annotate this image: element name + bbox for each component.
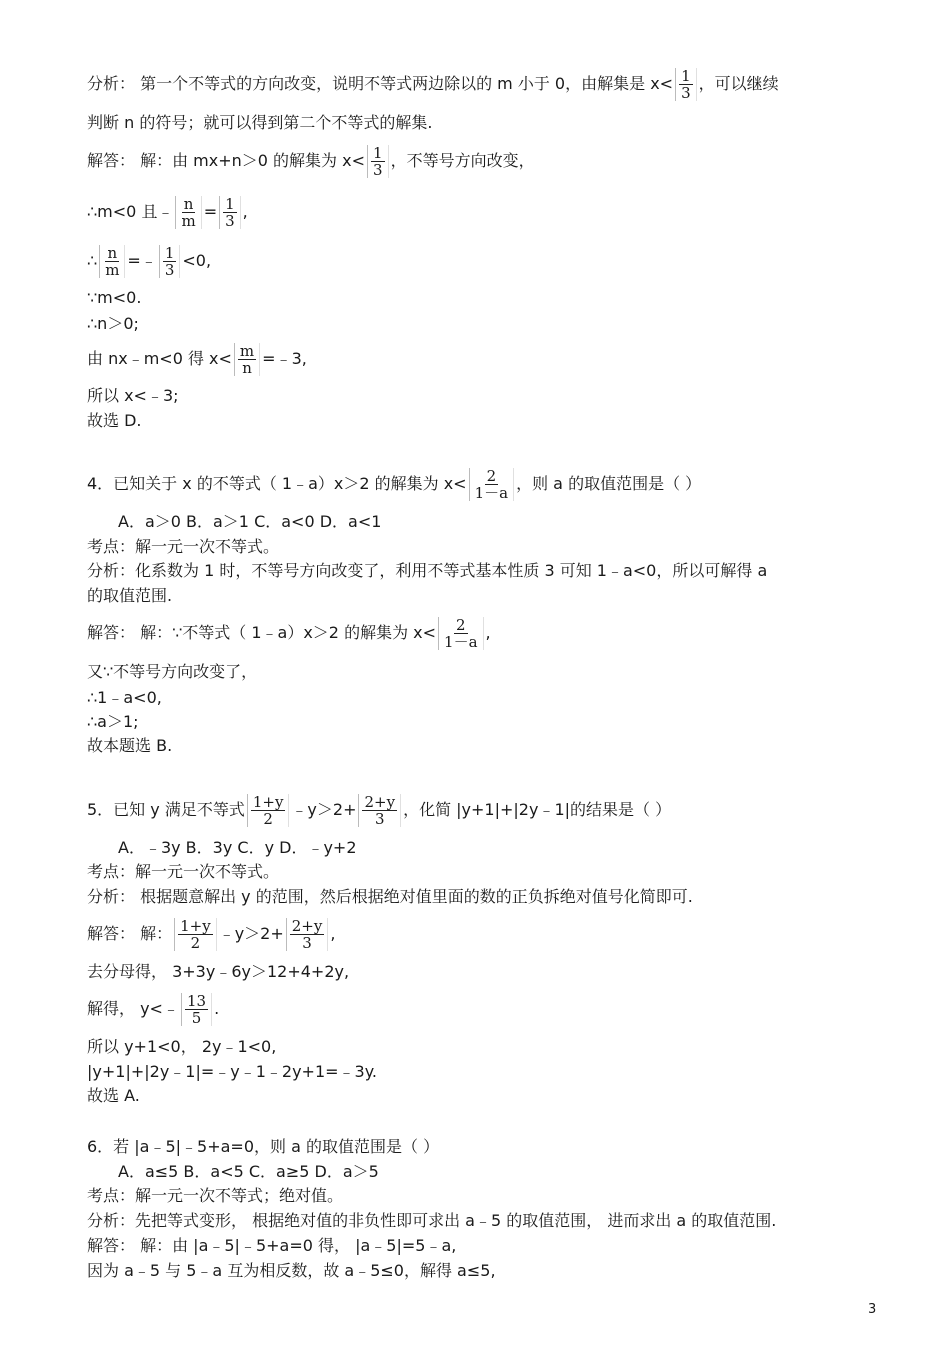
text-line: 所以 x<﹣3;	[87, 386, 179, 405]
text-line: ∴ $\frac{n}{m}$ =﹣ $\frac{1}{3}$ <0,	[87, 244, 212, 279]
text-line: 因为 a﹣5 与 5﹣a 互为相反数，故 a﹣5≤0，解得 a≤5,	[87, 1261, 496, 1280]
question-6-options: A．a≤5 B．a<5 C．a≥5 D．a＞5	[118, 1162, 379, 1181]
fraction: $\frac{1+y}{2}$	[174, 918, 217, 951]
text-line: ∴1﹣a<0,	[87, 688, 162, 707]
fraction: $\frac{2}{1-a}$	[438, 617, 484, 650]
text-line: 分析： 根据题意解出 y 的范围，然后根据绝对值里面的数的正负拆绝对值号化简即可.	[87, 887, 693, 906]
fraction: $\frac{13}{5}$	[181, 993, 212, 1026]
question-5-options: A．﹣3y B．3y C．y D．﹣y+2	[118, 838, 357, 857]
fraction: $\frac{2+y}{3}$	[286, 918, 329, 951]
solution-line: 解答： 解：∵不等式（ 1﹣a）x＞2 的解集为 x< $\frac{2}{1-a}$ ,	[87, 616, 491, 651]
fraction: $\frac{m}{n}$	[234, 343, 260, 376]
question-6: 6．若 |a﹣5|﹣5+a=0，则 a 的取值范围是（ ）	[87, 1137, 440, 1156]
text-line: ∴n＞0;	[87, 314, 139, 333]
text-line: 故选 D.	[87, 411, 142, 430]
fraction: $\frac{1}{3}$	[159, 245, 181, 278]
solution-line: 解答： 解：由 mx+n＞0 的解集为 x< $\frac{1}{3}$ ，不等号方向改变，	[87, 144, 535, 179]
text-line: 考点：解一元一次不等式。	[87, 537, 280, 556]
fraction: $\frac{2+y}{3}$	[358, 794, 401, 827]
text-line: 由 nx﹣m<0 得 x< $\frac{m}{n}$ =﹣3,	[87, 342, 307, 377]
fraction: $\frac{2}{1-a}$	[469, 468, 515, 501]
fraction: $\frac{1}{3}$	[675, 68, 697, 101]
text-line: 故选 A.	[87, 1086, 140, 1105]
text-line: 故本题选 B.	[87, 736, 173, 755]
text-line: 判断 n 的符号；就可以得到第二个不等式的解集.	[87, 113, 433, 132]
text-line: 分析：先把等式变形， 根据绝对值的非负性即可求出 a﹣5 的取值范围， 进而求出 a 的取值范围.	[87, 1211, 777, 1230]
text-line: 去分母得， 3+3y﹣6y＞12+4+2y,	[87, 962, 350, 981]
text-line: 考点：解一元一次不等式。	[87, 862, 280, 881]
solution-line: 解答： 解： $\frac{1+y}{2}$ ﹣y＞2+ $\frac{2+y}{3}$ ,	[87, 917, 336, 952]
question-4-options: A．a＞0 B．a＞1 C．a<0 D．a<1	[118, 512, 382, 531]
text-line: ∴a＞1;	[87, 712, 139, 731]
text-line: 又∵不等号方向改变了，	[87, 662, 258, 681]
text-line: 解得， y<﹣ $\frac{13}{5}$ .	[87, 992, 220, 1027]
text-line: 考点：解一元一次不等式；绝对值。	[87, 1186, 344, 1205]
fraction: $\frac{1}{3}$	[219, 196, 241, 229]
text-line: 分析：化系数为 1 时，不等号方向改变了，利用不等式基本性质 3 可知 1﹣a<0，所以可解得 a	[87, 561, 768, 580]
text-line: |y+1|+|2y﹣1|=﹣y﹣1﹣2y+1=﹣3y.	[87, 1062, 378, 1081]
text-line: 解答： 解：由 |a﹣5|﹣5+a=0 得， |a﹣5|=5﹣a,	[87, 1236, 457, 1255]
fraction: $\frac{1}{3}$	[367, 145, 389, 178]
question-4: 4．已知关于 x 的不等式（ 1﹣a）x＞2 的解集为 x< $\frac{2}{1-a}$ ，则 a 的取值范围是（ ）	[87, 467, 702, 502]
question-5: 5．已知 y 满足不等式 $\frac{1+y}{2}$ ﹣y＞2+ $\frac{2+y}{3}$ ，化简 |y+1|+|2y﹣1|的结果是（ ）	[87, 793, 672, 828]
text-line: ∵m<0.	[87, 288, 142, 307]
page-number: 3	[868, 1302, 877, 1317]
fraction: $\frac{1+y}{2}$	[247, 794, 290, 827]
fraction: $\frac{n}{m}$	[99, 245, 125, 278]
text-line: 的取值范围.	[87, 586, 173, 605]
fraction: $\frac{n}{m}$	[175, 196, 201, 229]
text-line: 所以 y+1<0， 2y﹣1<0,	[87, 1037, 277, 1056]
text-line: ∴m<0 且﹣ $\frac{n}{m}$ = $\frac{1}{3}$ ,	[87, 195, 248, 230]
analysis-line: 分析： 第一个不等式的方向改变，说明不等式两边除以的 m 小于 0，由解集是 x< $\frac{1}{3}$ ，可以继续	[87, 67, 779, 102]
